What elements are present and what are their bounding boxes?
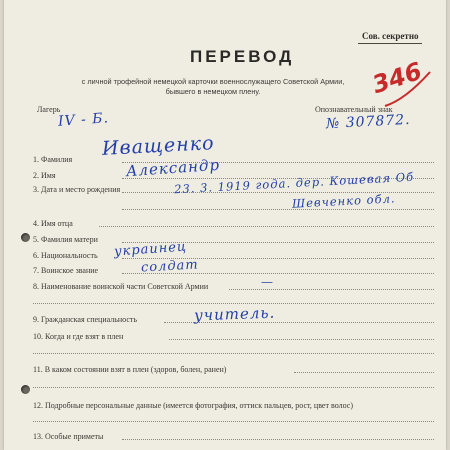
document-sheet xyxy=(4,0,446,450)
red-handwritten-number: 346 xyxy=(368,56,426,100)
field-surname-value: Иващенко xyxy=(101,132,216,160)
field-father-name-line xyxy=(99,226,434,227)
field-special-marks-label: 13. Особые приметы xyxy=(33,432,104,441)
id-tag-value: № 307872. xyxy=(325,111,411,133)
field-unit-label: 8. Наименование воинской части Советской Армии xyxy=(33,282,209,291)
field-first-name-label: 2. Имя xyxy=(33,171,56,180)
field-birth-value: 23. 3. 1919 года. дер. Кошевая Об xyxy=(173,169,415,197)
field-birth-line-2 xyxy=(122,209,434,210)
field-condition-label: 11. В каком состоянии взят в плен (здоров, болен, ранен) xyxy=(33,365,227,374)
field-nationality-value: украинец xyxy=(113,239,188,260)
field-civil-specialty-label: 9. Гражданская специальность xyxy=(33,315,138,324)
field-first-name-value: Александр xyxy=(125,155,221,181)
field-special-marks-line xyxy=(122,439,434,440)
classification-stamp: Сов. секретно xyxy=(362,31,419,41)
camp-label: Лагерь xyxy=(37,105,61,114)
field-unit-line-2 xyxy=(33,303,434,304)
field-rank-value: солдат xyxy=(140,257,200,276)
field-captured-label: 10. Когда и где взят в плен xyxy=(33,332,124,341)
field-father-name-label: 4. Имя отца xyxy=(33,219,73,228)
field-unit-value: — xyxy=(261,275,274,289)
field-condition-line xyxy=(294,372,434,373)
field-mother-surname-label: 5. Фамилия матери xyxy=(33,235,98,244)
id-tag-label: Опознавательный знак xyxy=(315,105,393,114)
camp-value: IV - Б. xyxy=(57,110,110,130)
punch-hole-lower xyxy=(21,385,30,394)
field-rank-label: 7. Воинское звание xyxy=(33,266,99,275)
field-condition-line-2 xyxy=(33,387,434,388)
punch-hole-upper xyxy=(21,233,30,242)
field-unit-line xyxy=(229,289,434,290)
page-subtitle: с личной трофейной немецкой карточки военнослужащего Советской Армии, бывшего в немецком плену. xyxy=(81,77,345,96)
classification-underline xyxy=(358,43,422,44)
field-captured-line xyxy=(169,339,434,340)
field-surname-label: 1. Фамилия xyxy=(33,155,73,164)
page-title: ПЕРЕВОД xyxy=(190,47,295,66)
field-nationality-label: 6. Национальность xyxy=(33,251,98,260)
field-personal-data-label: 12. Подробные персональные данные (имеется фотография, оттиск пальцев, рост, цвет волос) xyxy=(33,401,353,410)
field-birth-value-line2: Шевченко обл. xyxy=(291,191,396,211)
field-personal-data-line xyxy=(33,421,434,422)
field-birth-label: 3. Дата и место рождения xyxy=(33,185,121,194)
field-civil-specialty-value: учитель. xyxy=(193,303,276,325)
field-captured-line-2 xyxy=(33,353,434,354)
